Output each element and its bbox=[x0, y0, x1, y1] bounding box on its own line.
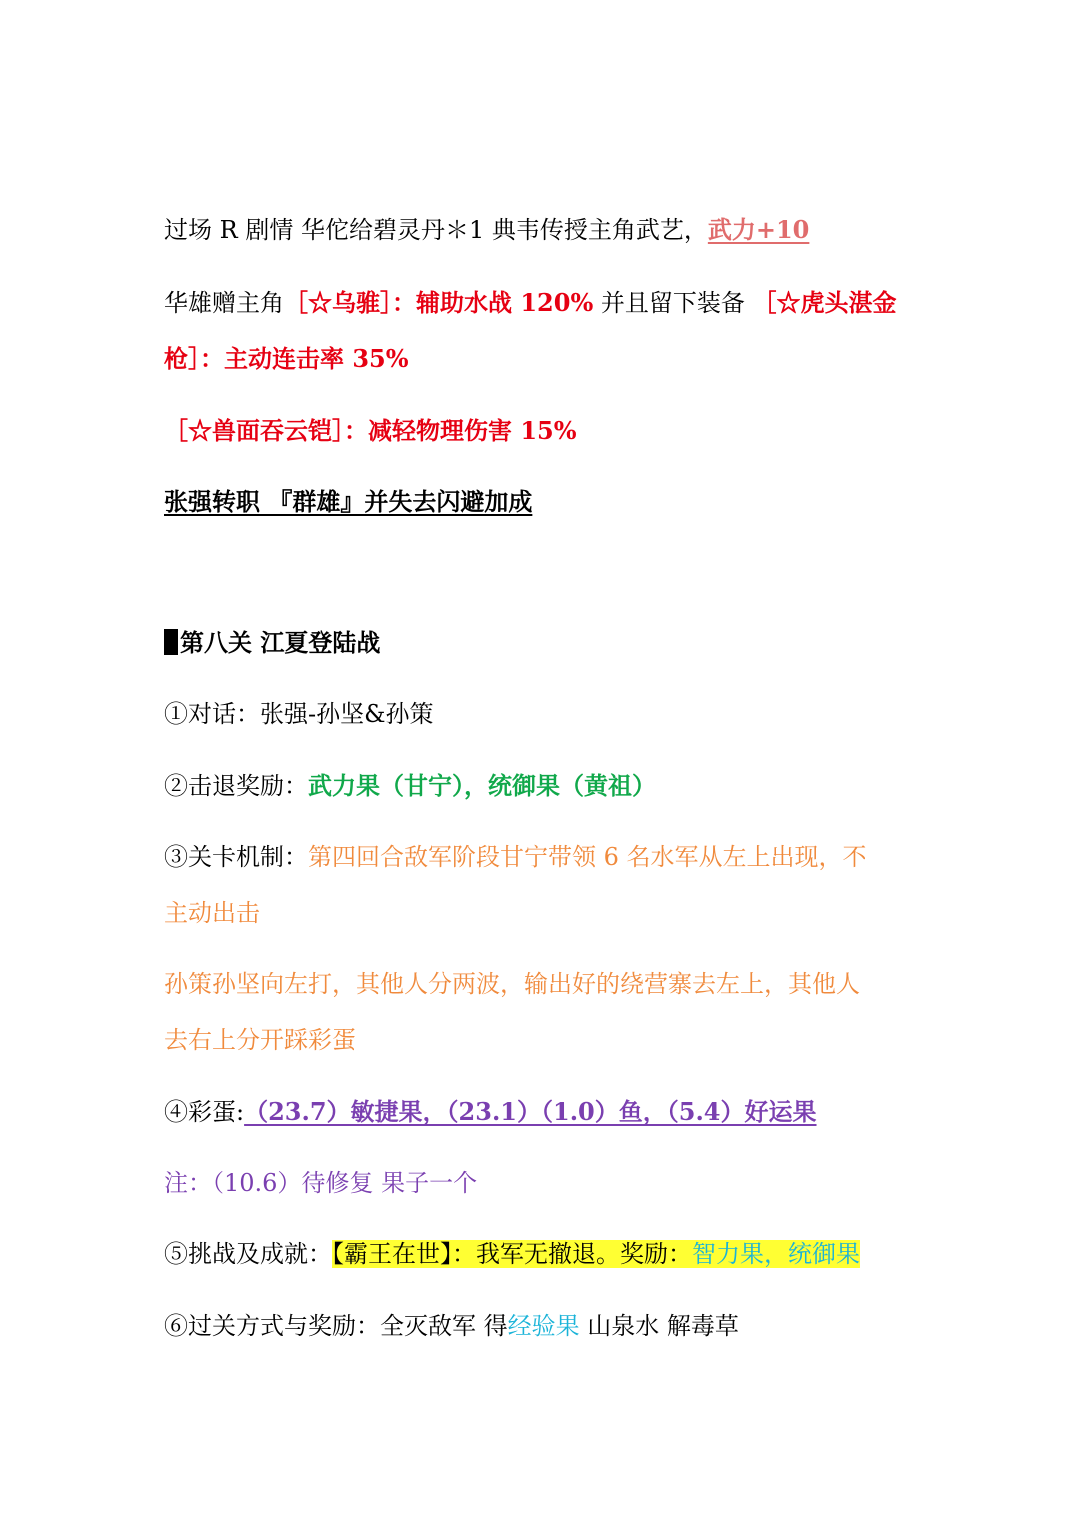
mechanism-cont-2 bbox=[164, 968, 860, 1000]
challenge-rewards: 智力果，统御果 bbox=[692, 1240, 860, 1268]
mechanism-text: 第四回合敌军阶段甘宁带领 6 名水军从左上出现，不 bbox=[308, 843, 867, 871]
paragraph-shoumian bbox=[164, 415, 577, 447]
item-repel-reward bbox=[164, 770, 656, 802]
gift-intro: 华雄赠主角 bbox=[164, 289, 284, 317]
exp-fruit: 经验果 bbox=[507, 1312, 580, 1340]
mechanism-label: ③关卡机制： bbox=[164, 843, 308, 871]
paragraph-huaxiong-gift bbox=[164, 287, 897, 319]
mechanism-text-4: 去右上分开踩彩蛋 bbox=[164, 1026, 356, 1054]
item-clear bbox=[164, 1310, 739, 1342]
dialogue-text: ①对话：张强-孙坚&孙策 bbox=[164, 700, 434, 728]
easter-egg-list: （23.7）敏捷果，（23.1）（1.0）鱼，（5.4）好运果 bbox=[244, 1097, 817, 1126]
paragraph-cutscene bbox=[164, 214, 809, 246]
item-easter-egg bbox=[164, 1096, 817, 1128]
clear-text: ⑥过关方式与奖励：全灭敌军 得 bbox=[164, 1312, 508, 1340]
item-hutou-start: ［☆虎头湛金 bbox=[752, 288, 897, 317]
paragraph-hutou-cont bbox=[164, 343, 409, 375]
easter-egg-label: ④彩蛋: bbox=[164, 1098, 245, 1126]
cutscene-text: 过场 R 剧情 华佗给碧灵丹＊1 典韦传授主角武艺， bbox=[164, 216, 708, 244]
clear-rewards: 山泉水 解毒草 bbox=[579, 1312, 739, 1340]
gift-continue: 并且留下装备 bbox=[593, 289, 753, 317]
item-hutou-end: 枪］：主动连击率 35% bbox=[164, 344, 409, 373]
item-note bbox=[164, 1167, 477, 1199]
item-wuzhui: ［☆乌骓］：辅助水战 120% bbox=[284, 288, 594, 317]
section-heading bbox=[164, 627, 380, 659]
mechanism-cont-1 bbox=[164, 897, 260, 929]
challenge-text: 【霸王在世】：我军无撤退。奖励： bbox=[332, 1240, 692, 1268]
challenge-label: ⑤挑战及成就： bbox=[164, 1240, 332, 1268]
item-shoumian: ［☆兽面吞云铠］：减轻物理伤害 15% bbox=[164, 416, 577, 445]
mechanism-cont-3 bbox=[164, 1024, 356, 1056]
repel-rewards: 武力果（甘宁），统御果（黄祖） bbox=[308, 771, 656, 800]
mechanism-text-2: 主动出击 bbox=[164, 899, 260, 927]
item-dialogue bbox=[164, 698, 433, 730]
item-challenge bbox=[164, 1238, 860, 1270]
note-text: 注：（10.6）待修复 果子一个 bbox=[164, 1169, 478, 1197]
paragraph-class-change bbox=[164, 486, 532, 518]
section-title: 第八关 江夏登陆战 bbox=[180, 628, 381, 657]
section-marker-icon bbox=[164, 629, 178, 655]
force-bonus: 武力+10 bbox=[707, 215, 810, 244]
mechanism-text-3: 孙策孙坚向左打，其他人分两波，输出好的绕营寨去左上，其他人 bbox=[164, 970, 860, 998]
repel-label: ②击退奖励： bbox=[164, 772, 308, 800]
challenge-highlight bbox=[332, 1240, 860, 1268]
item-mechanism bbox=[164, 841, 867, 873]
class-change-text: 张强转职 『群雄』并失去闪避加成 bbox=[164, 487, 533, 516]
